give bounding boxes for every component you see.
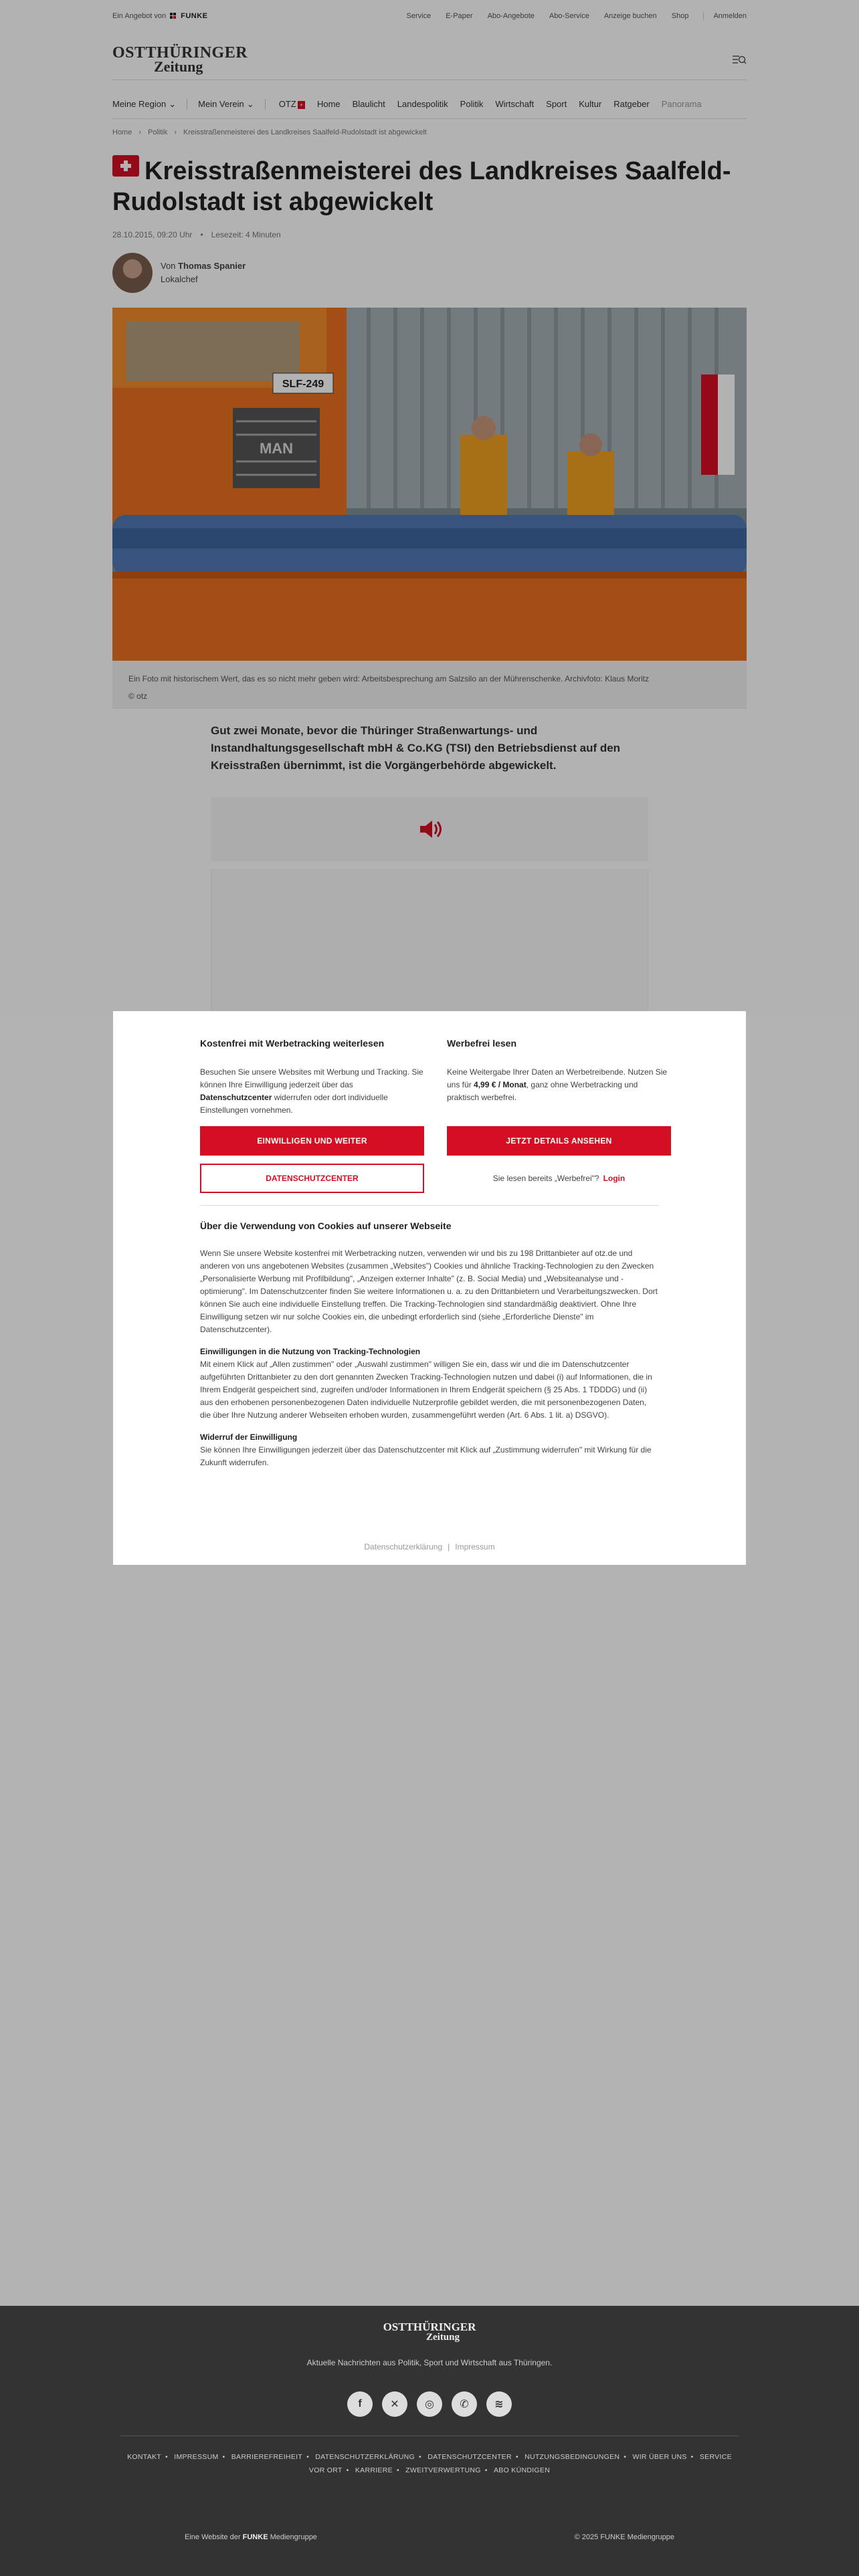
nav-item-kultur[interactable]: Kultur <box>579 99 602 109</box>
consent-col-adfree <box>447 1038 671 1193</box>
footer-copyright: © 2025 FUNKE Mediengruppe <box>574 2533 674 2541</box>
rss-icon[interactable]: ≋ <box>486 2391 512 2417</box>
imprint-link[interactable]: Impressum <box>455 1542 495 1551</box>
otz-plus-badge: + <box>298 101 305 109</box>
nav-item-wirtschaft[interactable]: Wirtschaft <box>495 99 535 109</box>
cookie-paragraph-1: Wenn Sie unsere Website kostenfrei mit Werbetracking nutzen, verwenden wir und bis zu 198 Drittanbieter auf otz.de und anderen von uns angebotenen Websites (zusammen „Websites") Cookies und ähnliche Tracking-Technologien zu den Zwecken „Personalisierte Werbung mit Profilbildung", „Anzeigen externer Inhalte" (z. B. Social Media) und „Websiteanalyse und -optimierung". Im Datenschutzcenter finden Sie weitere Informationen u. a. zu den Drittanbietern und Verarbeitungszwecken. Dort können Sie auch eine individuelle Einstellung treffen. Die Tracking-Technologien sind standardmäßig deaktiviert. Ohne Ihre Einwilligung setzen wir nur solche Cookies ein, die unbedingt erforderlich sind (siehe „Erforderliche Dienste" im Datenschutzcenter). <box>200 1249 658 1334</box>
headline-text: Kreisstraßenmeisterei des Landkreises Saalfeld-Rudolstadt ist abgewickelt <box>112 157 731 216</box>
nav-otz-label: OTZ <box>278 99 296 109</box>
chevron-down-icon: ⌄ <box>169 98 177 109</box>
cookie-section-consent <box>200 1346 659 1422</box>
author-name[interactable]: Thomas Spanier <box>178 261 246 271</box>
consent-free-title: Kostenfrei mit Werbetracking weiterlesen <box>200 1038 385 1049</box>
footer-link-impressum[interactable]: IMPRESSUM <box>174 2453 219 2461</box>
footer-link-zweitverwertung[interactable]: ZWEITVERWERTUNG <box>405 2466 481 2474</box>
cookie-consent-text: Mit einem Klick auf „Allen zustimmen" oder „Auswahl zustimmen" willigen Sie ein, dass wir und die im Datenschutzcenter aufgeführten Drittanbieter zu den dort genannten Zwecken Tracking-Technologien nutzen und dabei (i) auf Informationen, die in Ihrem Endgerät gespeichert sind, zugreifen und/oder Informationen in Ihrem Endgerät speichern (§ 25 Abs. 1 TDDDG) und (ii) aus den erhobenen personenbezogenen Daten individuelle Nutzerprofile gebildet werden, die mit personenbezogenen Daten, die über Ihre Nutzung anderer Webseiten erhoben wurden, zusammengeführt werden (Art. 6 Abs. 1 lit. a) DSGVO). <box>200 1360 652 1420</box>
x-icon[interactable]: ✕ <box>382 2391 407 2417</box>
footer-link-karriere[interactable]: KARRIERE <box>355 2466 393 2474</box>
article-readtime: Lesezeit: 4 Minuten <box>211 230 281 239</box>
top-link-service[interactable]: Service <box>406 12 432 20</box>
footer-owner-suffix: Mediengruppe <box>270 2533 317 2541</box>
footer-links: KONTAKT • IMPRESSUM • BARRIEREFREIHEIT • DATENSCHUTZERKLÄRUNG • DATENSCHUTZCENTER • NUTZUNGSBEDINGUNGEN • WIR ÜBER UNS • SERVICE VOR ORT • KARRIERE • ZWEITVERWERTUNG • ABO KÜNDIGEN <box>120 2450 739 2477</box>
footer-link-kontakt[interactable]: KONTAKT <box>127 2453 162 2461</box>
consent-adfree-title: Werbefrei lesen <box>447 1038 517 1049</box>
author-role: Lokalchef <box>161 274 198 284</box>
footer-bottom <box>185 2533 674 2541</box>
already-subscribed <box>447 1164 671 1193</box>
whatsapp-icon[interactable]: ✆ <box>452 2391 477 2417</box>
nav-item-sport[interactable]: Sport <box>546 99 567 109</box>
caption-text: Ein Foto mit historischem Wert, das es so nicht mehr geben wird: Arbeitsbesprechung am Salzsilo an der Mührenschenke. Archivfoto: Klaus Moritz <box>128 674 650 683</box>
consent-adfree-text-2: , ganz ohne Werbetracking und praktisch werbefrei. <box>447 1080 638 1102</box>
cookie-section-title: Über die Verwendung von Cookies auf unserer Webseite <box>200 1220 452 1231</box>
consent-free-text-1: Besuchen Sie unsere Websites mit Werbung und Tracking. Sie können Ihre Einwilligung jederzeit über das <box>200 1067 423 1089</box>
social-links <box>0 2391 859 2417</box>
breadcrumb-politik[interactable]: Politik <box>148 128 168 136</box>
top-link-shop[interactable]: Shop <box>671 12 689 20</box>
consent-adfree-text <box>447 1066 671 1123</box>
footer-logo-line1: OSTTHÜRINGER <box>383 2321 476 2333</box>
truck-brand-text: MAN <box>259 440 294 457</box>
facebook-icon[interactable]: f <box>347 2391 373 2417</box>
nav-item-blaulicht[interactable]: Blaulicht <box>352 99 385 109</box>
cookie-revoke-title: Widerruf der Einwilligung <box>200 1432 298 1442</box>
login-link[interactable]: Anmelden <box>703 12 747 20</box>
footer-link-service[interactable]: SERVICE <box>699 2453 732 2461</box>
top-link-anzeige[interactable]: Anzeige buchen <box>603 12 657 20</box>
cookie-section-revoke <box>200 1431 659 1469</box>
nav-item-panorama[interactable]: Panorama <box>661 99 702 109</box>
caption-credit: © otz <box>128 691 148 701</box>
top-link-abo-angebote[interactable]: Abo-Angebote <box>487 12 535 20</box>
privacy-policy-link[interactable]: Datenschutzerklärung <box>364 1542 443 1551</box>
footer-link-barrierefreiheit[interactable]: BARRIEREFREIHEIT <box>231 2453 303 2461</box>
author-prefix: Von <box>161 261 176 271</box>
nav-verein-label: Mein Verein <box>198 99 244 109</box>
nav-item-politik[interactable]: Politik <box>460 99 484 109</box>
plate-text: SLF-249 <box>282 379 324 390</box>
footer-owner <box>185 2533 317 2541</box>
meta-dot: • <box>200 230 203 239</box>
cookie-body <box>200 1247 659 1469</box>
consent-free-text <box>200 1066 424 1123</box>
provider-prefix: Ein Angebot von <box>112 12 167 20</box>
footer-logo-line2: Zeitung <box>425 2332 460 2343</box>
nav-region-label: Meine Region <box>112 99 167 109</box>
top-link-epaper[interactable]: E-Paper <box>446 12 473 20</box>
consent-free-text-2: widerrufen oder dort individuelle Einstellungen vornehmen. <box>200 1093 388 1115</box>
cookie-consent-title: Einwilligungen in die Nutzung von Tracking-Technologien <box>200 1347 421 1356</box>
logo-line2: Zeitung <box>154 58 203 76</box>
nav-item-ratgeber[interactable]: Ratgeber <box>613 99 650 109</box>
footer-tagline: Aktuelle Nachrichten aus Politik, Sport und Wirtschaft aus Thüringen. <box>306 2358 553 2367</box>
modal-footer-links: Datenschutzerklärung | Impressum <box>113 1542 746 1551</box>
consent-modal <box>113 1011 746 1565</box>
chevron-right-icon: › <box>138 128 142 136</box>
footer-link-nutzungsbedingungen[interactable]: NUTZUNGSBEDINGUNGEN <box>524 2453 620 2461</box>
consent-login-link[interactable]: Login <box>603 1174 626 1183</box>
footer-link-wir-ueber-uns[interactable]: WIR ÜBER UNS <box>632 2453 687 2461</box>
article-lead: Gut zwei Monate, bevor die Thüringer Straßenwartungs- und Instandhaltungsgesellschaft mbH & Co.KG (TSI) den Betriebsdienst auf den Kreisstraßen übernimmt, ist die Vorgängerbehörde abgewickelt. <box>211 724 621 772</box>
nav-item-home[interactable]: Home <box>316 99 341 109</box>
footer-link-abo-kuendigen[interactable]: ABO KÜNDIGEN <box>493 2466 551 2474</box>
top-link-abo-service[interactable]: Abo-Service <box>549 12 589 20</box>
footer-link-datenschutzerklaerung[interactable]: DATENSCHUTZERKLÄRUNG <box>315 2453 415 2461</box>
chevron-right-icon: › <box>174 128 177 136</box>
breadcrumb-home[interactable]: Home <box>112 128 132 136</box>
details-button[interactable]: JETZT DETAILS ANSEHEN <box>447 1126 671 1156</box>
site-footer <box>0 2306 859 2576</box>
footer-link-vor-ort[interactable]: VOR ORT <box>308 2466 343 2474</box>
footer-logo[interactable] <box>0 2322 859 2342</box>
consent-free-text-bold[interactable]: Datenschutzcenter <box>200 1093 272 1102</box>
provider-name[interactable]: FUNKE <box>181 12 208 20</box>
footer-owner-prefix: Eine Website der <box>185 2533 241 2541</box>
already-text: Sie lesen bereits „Werbefrei"? <box>492 1174 599 1183</box>
footer-link-datenschutzcenter[interactable]: DATENSCHUTZCENTER <box>427 2453 512 2461</box>
instagram-icon[interactable]: ◎ <box>417 2391 442 2417</box>
consent-adfree-price: 4,99 € / Monat <box>474 1080 527 1089</box>
breadcrumb-current: Kreisstraßenmeisterei des Landkreises Saalfeld-Rudolstadt ist abgewickelt <box>183 128 427 136</box>
article-date: 28.10.2015, 09:20 Uhr <box>112 230 193 239</box>
accept-button[interactable]: EINWILLIGEN UND WEITER <box>200 1126 424 1156</box>
privacy-center-button[interactable]: DATENSCHUTZCENTER <box>200 1164 424 1193</box>
logo-line1: OSTTHÜRINGER <box>112 43 248 62</box>
consent-col-free <box>200 1038 424 1193</box>
chevron-down-icon: ⌄ <box>246 98 254 109</box>
consent-divider <box>200 1205 659 1206</box>
cookie-revoke-text: Sie können Ihre Einwilligungen jederzeit über das Datenschutzcenter mit Klick auf „Zustimmung widerrufen" mit Wirkung für die Zukunft widerrufen. <box>200 1445 652 1467</box>
consent-adfree-text-1: Keine Weitergabe Ihrer Daten an Werbetreibende. Nutzen Sie uns für <box>447 1067 668 1089</box>
footer-owner-brand[interactable]: FUNKE <box>242 2533 268 2541</box>
nav-item-landespolitik[interactable]: Landespolitik <box>397 99 448 109</box>
